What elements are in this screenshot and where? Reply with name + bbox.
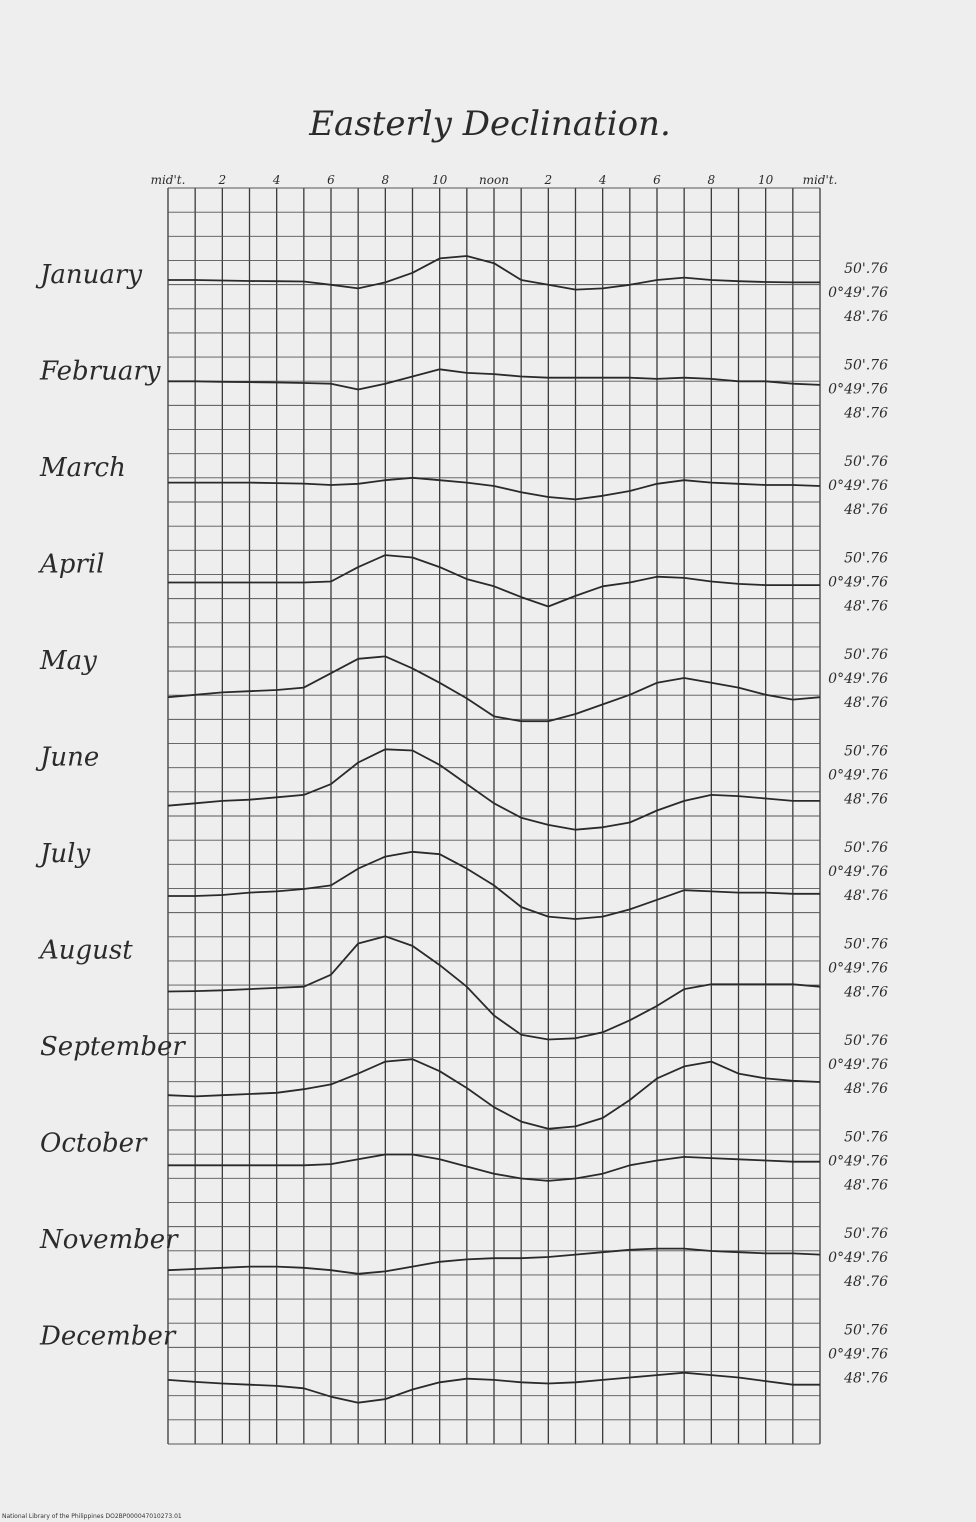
x-tick-label: noon — [479, 173, 509, 187]
footer-credit: National Library of the Philippines DO2BP000047010273.01 — [2, 1513, 182, 1520]
x-tick-label: 10 — [758, 173, 774, 187]
y-scale-label: 50'.76 — [844, 261, 888, 277]
x-tick-label: 6 — [653, 173, 661, 187]
y-scale-label: 0°49'.76 — [828, 285, 888, 301]
y-scale-label: 50'.76 — [844, 1226, 888, 1242]
y-scale-label: 0°49'.76 — [828, 767, 888, 784]
y-scale-label: 48'.76 — [844, 888, 888, 904]
x-tick-label: 2 — [544, 173, 553, 187]
y-scale-label: 0°49'.76 — [828, 478, 888, 494]
y-scale-label: 50'.76 — [844, 1033, 888, 1049]
x-axis-tick-labels — [151, 173, 838, 187]
y-scale-label: 0°49'.76 — [828, 381, 888, 398]
month-label: September — [40, 1032, 185, 1062]
y-scale-label: 48'.76 — [844, 1370, 888, 1387]
y-scale-label: 48'.76 — [844, 1274, 888, 1290]
x-tick-label: mid't. — [802, 173, 838, 187]
y-scale-label: 0°49'.76 — [828, 1346, 888, 1363]
month-label: July — [40, 839, 91, 869]
x-tick-label: 10 — [432, 173, 448, 187]
y-scale-label: 0°49'.76 — [828, 574, 888, 591]
y-scale-label: 0°49'.76 — [828, 1153, 888, 1170]
y-scale-label: 48'.76 — [844, 598, 888, 615]
y-scale-label: 0°49'.76 — [828, 1057, 888, 1073]
y-scale-label: 48'.76 — [844, 791, 888, 808]
y-scale-label: 48'.76 — [844, 984, 888, 1001]
month-label: January — [40, 260, 143, 290]
y-scale-label: 0°49'.76 — [828, 864, 888, 880]
month-label: June — [40, 742, 100, 773]
y-scale-label: 48'.76 — [844, 405, 888, 422]
y-scale-label: 48'.76 — [844, 309, 888, 325]
y-scale-label: 0°49'.76 — [828, 671, 888, 687]
x-tick-label: mid't. — [150, 173, 186, 187]
y-scale-label: 50'.76 — [844, 454, 888, 470]
y-scale-label: 0°49'.76 — [828, 1250, 888, 1266]
x-tick-label: 4 — [272, 173, 281, 187]
y-scale-label: 50'.76 — [844, 936, 888, 953]
month-label: February — [40, 356, 161, 387]
x-tick-label: 2 — [218, 173, 227, 187]
x-tick-label: 6 — [327, 173, 335, 187]
y-scale-label: 48'.76 — [844, 1081, 888, 1097]
y-scale-label: 50'.76 — [844, 1322, 888, 1339]
month-label: November — [40, 1225, 178, 1255]
y-scale-label: 0°49'.76 — [828, 960, 888, 977]
chart-title: Easterly Declination. — [309, 104, 671, 144]
y-scale-labels — [828, 261, 888, 1387]
month-label: April — [40, 549, 105, 580]
y-scale-label: 48'.76 — [844, 502, 888, 518]
y-scale-label: 50'.76 — [844, 550, 888, 567]
x-tick-label: 4 — [598, 173, 607, 187]
y-scale-label: 50'.76 — [844, 647, 888, 663]
x-tick-label: 8 — [381, 173, 390, 187]
month-labels — [35, 260, 186, 1352]
month-label: October — [40, 1128, 147, 1159]
y-scale-label: 48'.76 — [844, 695, 888, 711]
x-tick-label: 8 — [707, 173, 716, 187]
month-label: March — [40, 453, 126, 483]
month-label: May — [40, 646, 97, 676]
y-scale-label: 50'.76 — [844, 840, 888, 856]
month-label: December — [40, 1321, 176, 1352]
month-label: August — [40, 935, 133, 966]
chart-grid — [168, 188, 820, 1444]
y-scale-label: 50'.76 — [844, 357, 888, 374]
y-scale-label: 48'.76 — [844, 1177, 888, 1194]
y-scale-label: 50'.76 — [844, 743, 888, 760]
y-scale-label: 50'.76 — [844, 1129, 888, 1146]
